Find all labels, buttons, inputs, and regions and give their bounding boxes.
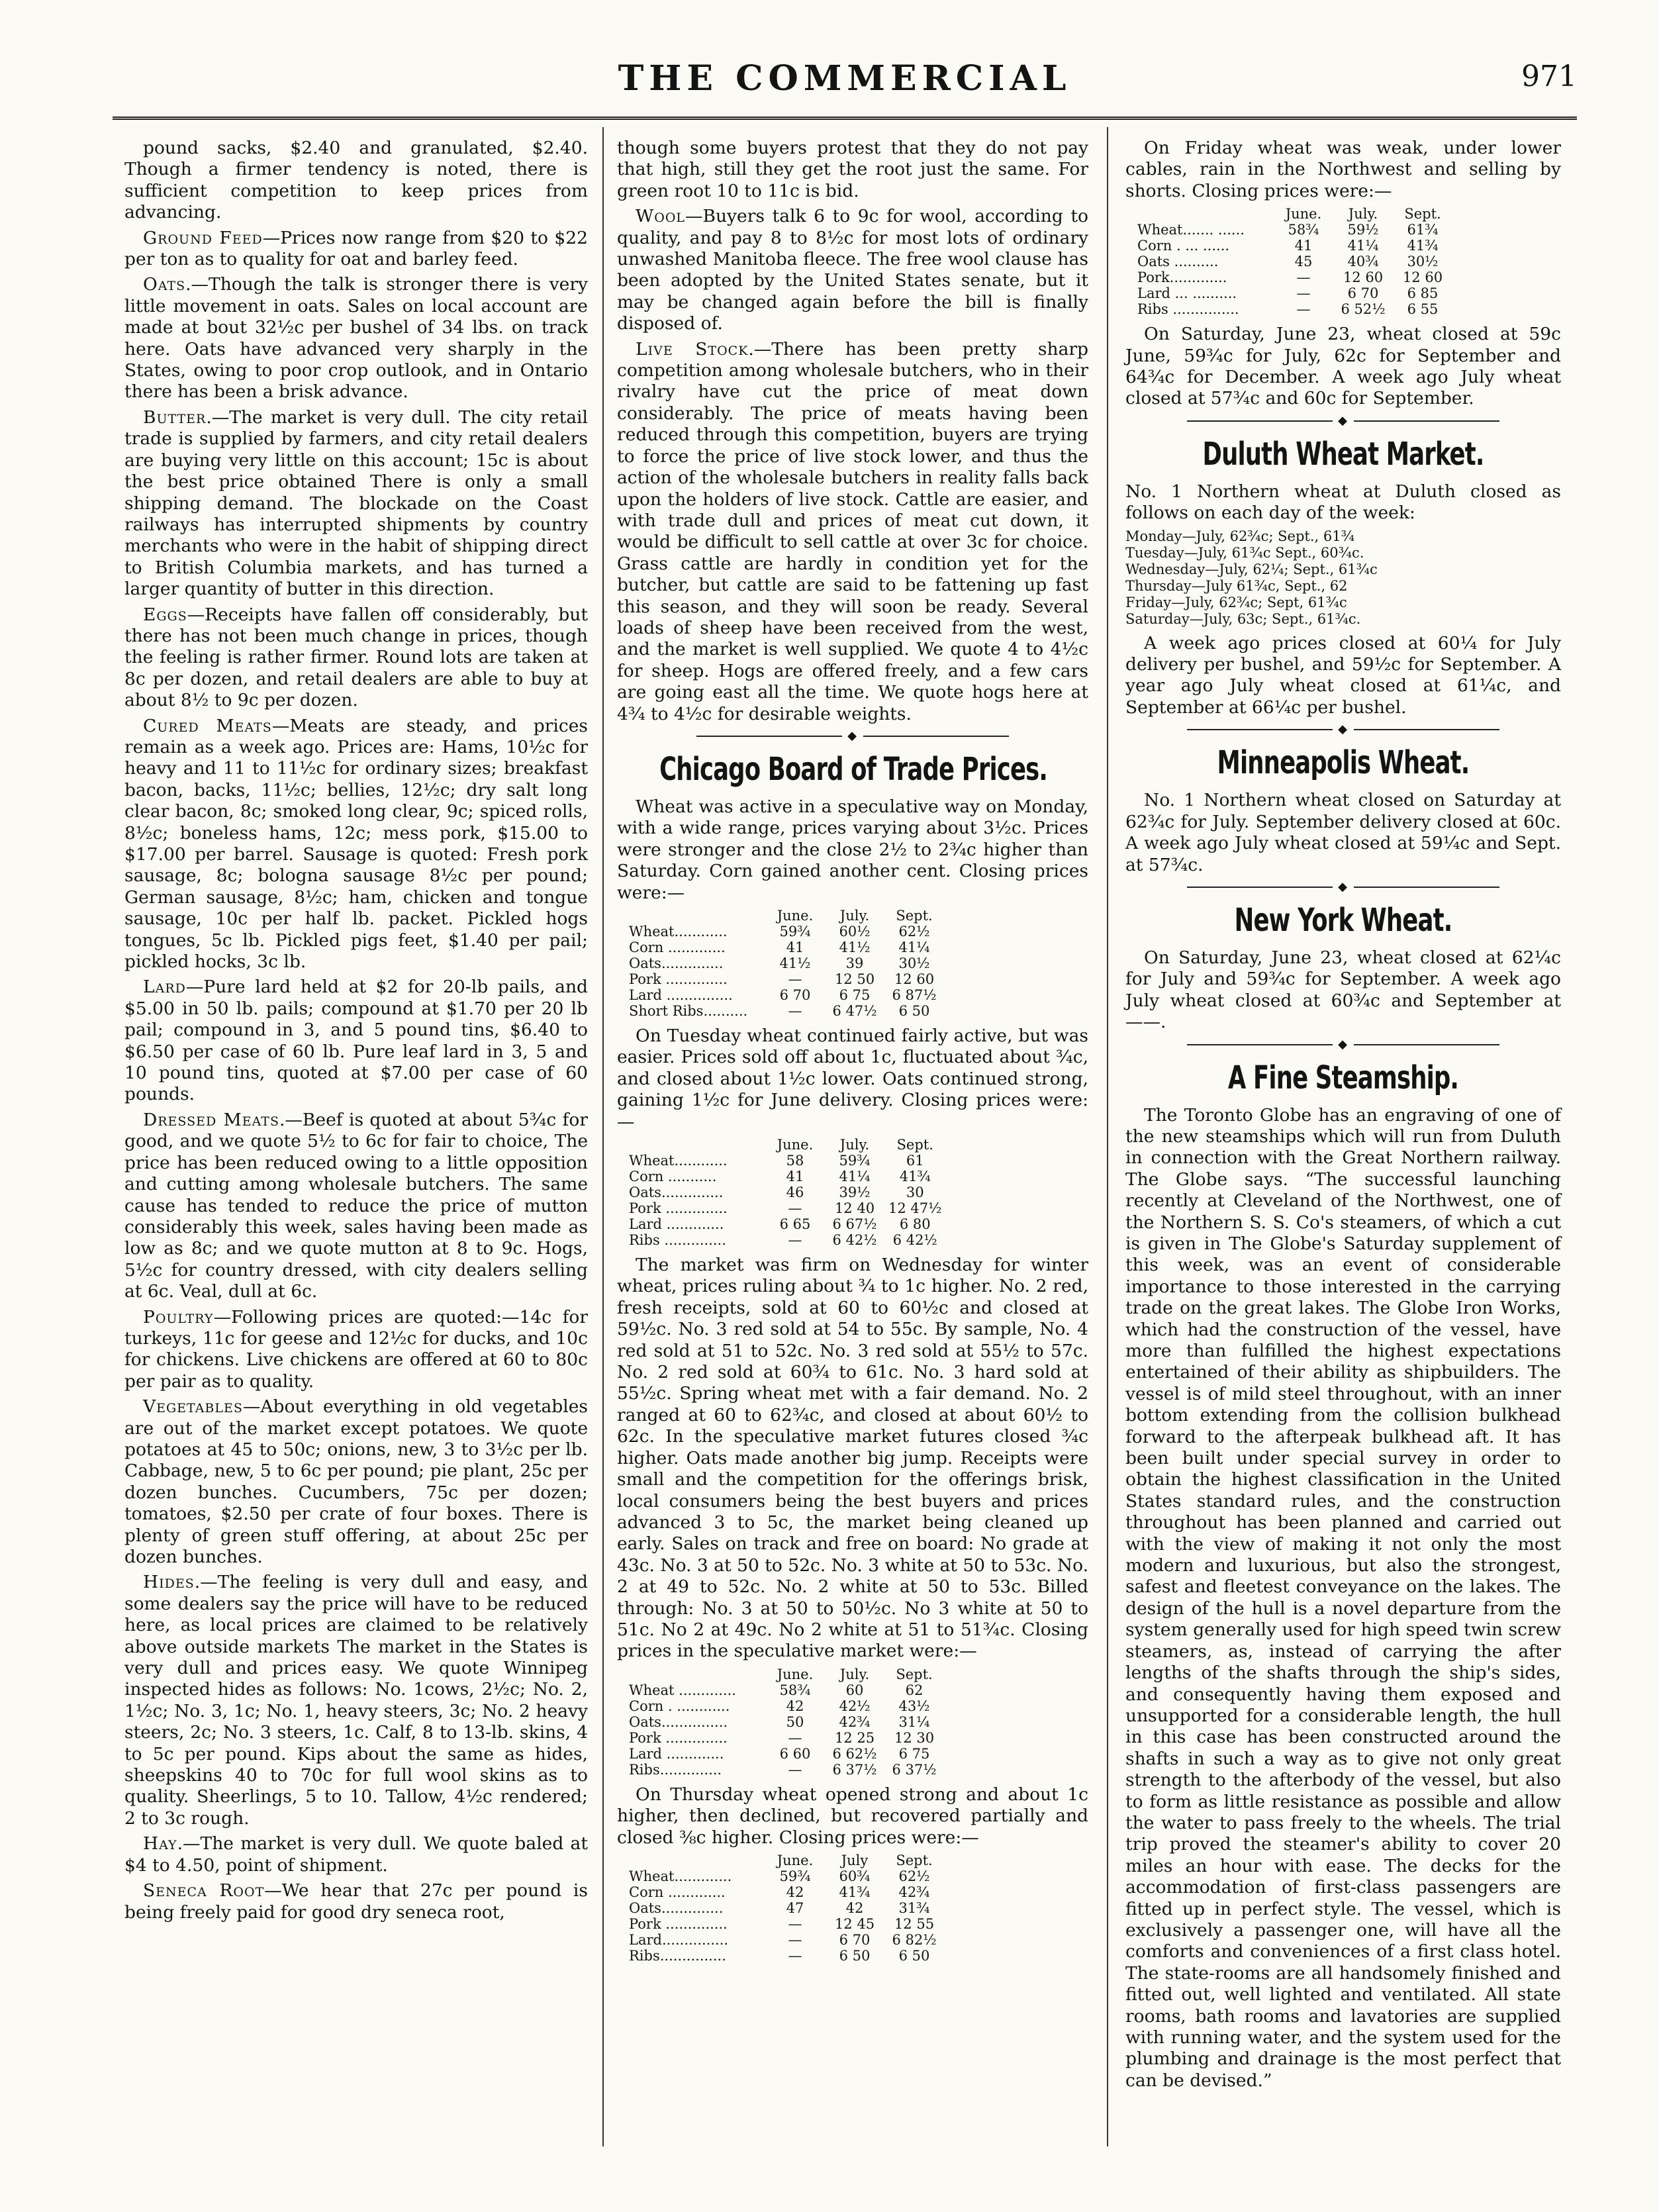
price-cell: 6 52½ [1341, 301, 1386, 318]
commodity-name: Corn . ... ...... [1137, 238, 1230, 254]
price-cell: 12 47½ [888, 1200, 942, 1217]
paragraph [124, 407, 588, 601]
price-cell: 6 75 [898, 1745, 930, 1762]
paragraph-lead: Butter [143, 407, 207, 428]
commodity-name: Lard............... [629, 1931, 729, 1948]
price-cell: 59½ [1347, 222, 1379, 238]
table-row [629, 1682, 948, 1698]
price-cell: 59¾ [839, 1153, 871, 1169]
price-cell: 61¾ [1407, 222, 1439, 238]
commodity-name: Pork .............. [629, 1729, 728, 1746]
duluth-daily-list [1125, 528, 1561, 628]
column-header: July. [839, 908, 870, 924]
paragraph [124, 1833, 588, 1876]
column-header: Sept. [896, 1137, 933, 1153]
price-cell: 41¼ [898, 939, 930, 955]
paragraph [124, 228, 588, 271]
paragraph [617, 339, 1088, 725]
price-cell: 6 87½ [892, 987, 937, 1003]
price-cell: 12 55 [894, 1915, 935, 1932]
paragraph-lead: Seneca Root [143, 1880, 265, 1901]
table-row [629, 1762, 948, 1778]
price-cell: 46 [786, 1184, 804, 1201]
column-header [629, 908, 769, 924]
price-cell: 41¼ [1347, 238, 1379, 254]
price-cell: 31¼ [898, 1713, 930, 1730]
column-header: June. [1285, 206, 1322, 222]
price-cell: 6 42½ [832, 1232, 877, 1249]
table-row [629, 1003, 948, 1019]
list-item: Thursday—July 61¾c, Sept., 62 [1125, 577, 1348, 594]
chicago-saturday: On Saturday, June 23, wheat closed at 59c June, 59¾c for July, 62c for September and 64¾c for December. A week ago July wheat closed at 57¾c and 60c for September. [1125, 324, 1561, 409]
price-cell: 6 85 [1407, 285, 1439, 302]
price-cell: 60 [845, 1682, 864, 1698]
price-cell: 50 [786, 1713, 804, 1730]
column-header: June. [777, 1666, 814, 1682]
table-row [629, 1948, 948, 1964]
price-table [629, 1666, 948, 1778]
paragraph-lead: Cured Meats [143, 715, 272, 736]
table-row [1137, 254, 1456, 269]
table-row [1137, 222, 1456, 238]
paragraph-lead: Ground Feed [143, 227, 263, 248]
table-row [1137, 238, 1456, 254]
commodity-name: Pork .............. [629, 1200, 728, 1217]
paragraph [617, 206, 1088, 334]
price-cell: 41½ [779, 955, 811, 971]
commodity-name: Oats.............. [629, 955, 724, 971]
commodity-name: Oats.............. [629, 1184, 724, 1201]
price-cell: 12 60 [1402, 269, 1443, 286]
duluth-intro: No. 1 Northern wheat at Duluth closed as follows on each day of the week: [1125, 481, 1561, 524]
paragraph-lead: Oats [143, 274, 186, 295]
price-cell: 6 82½ [892, 1931, 937, 1948]
paragraph-text: —Prices now range from $20 to $22 per ton as to quality for oat and barley feed. [124, 227, 588, 270]
paragraph-text: —About everything in old vegetables are out of the market except potatoes. We quote potatoes at 45 to 50c; onions, new, 3 to 3½c per lb. Cabbage, new, 5 to 6c per pound; pie plant, 25c per dozen bunches. Cucumbers, 75c per dozen; tomatoes, $2.50 per crate of four boxes. There is plenty of green stuff offering, at about 25c per dozen bunches. [124, 1396, 588, 1567]
table-row [629, 1153, 949, 1169]
column-header [629, 1666, 769, 1682]
price-cell: 42¾ [839, 1713, 871, 1730]
price-cell: 62½ [898, 924, 930, 939]
price-cell: — [788, 1003, 802, 1019]
price-cell: 6 50 [898, 1947, 930, 1964]
table-row [629, 1916, 948, 1932]
commodity-name: Short Ribs.......... [629, 1003, 748, 1019]
commodity-name: Lard ............. [629, 1745, 724, 1762]
price-cell: — [788, 1947, 802, 1964]
column-header: Sept. [1404, 206, 1441, 222]
commodity-name: Wheat ............. [629, 1682, 736, 1698]
price-cell: 12 60 [1343, 269, 1384, 286]
commodity-name: Ribs ............... [1137, 301, 1239, 318]
price-cell: 41 [1294, 238, 1313, 254]
paragraph-text: .—The feeling is very dull and easy, and some dealers say the price will have to be reduced here, as local prices are claimed to be relatively above outside markets The market in the States is very dull and prices easy. We quote Winnipeg inspected hides as follows: No. 1cows, 2½c; No. 2, 1½c; No. 3, 1c; No. 1, heavy steers, 3c; No. 2 heavy steers, 2c; No. 3 steers, 1c. Calf, 8 to 13-lb. skins, 4 to 5c per pound. Kips about the same as hides, sheepskins 40 to 70c for full wool skins as to quality. Sheerlings, 5 to 10. Tallow, 4½c rendered; 2 to 3c rough. [124, 1572, 588, 1829]
page-number: 971 [1521, 60, 1577, 93]
minneapolis-headline: Minneapolis Wheat. [1217, 744, 1470, 782]
price-cell: 59¾ [779, 924, 811, 939]
steamship-headline: A Fine Steamship. [1227, 1059, 1459, 1096]
paragraph [124, 1572, 588, 1829]
price-cell: 12 40 [834, 1200, 875, 1217]
price-cell: 6 70 [839, 1931, 871, 1948]
paragraph-lead: Lard [143, 977, 186, 998]
price-cell: 58¾ [779, 1682, 811, 1698]
paragraph-text: —Following prices are quoted:—14c for turkeys, 11c for geese and 12½c for ducks, and 10c for chickens. Live chickens are offered at 60 to 80c per pair as to quality. [124, 1306, 588, 1392]
price-cell: 62½ [898, 1868, 930, 1884]
header-rule [113, 117, 1577, 124]
price-cell: 12 50 [834, 971, 875, 987]
price-cell: — [788, 971, 802, 987]
table-row [629, 1932, 948, 1948]
commodity-name: Oats.............. [629, 1899, 724, 1916]
commodity-name: Oats............... [629, 1713, 728, 1730]
price-cell: 42 [786, 1884, 804, 1900]
price-cell: 42 [786, 1698, 804, 1714]
price-cell: 12 45 [834, 1915, 875, 1932]
paragraph-text: though some buyers protest that they do not pay that high, still they get the root just the same. For green root 10 to 11c is bid. [617, 138, 1088, 201]
column-header: July [841, 1852, 869, 1868]
paragraph [124, 1110, 588, 1303]
price-table [1137, 206, 1456, 317]
price-cell: 30½ [1407, 254, 1439, 270]
masthead-title: THE COMMERCIAL [618, 58, 1072, 99]
paragraph-lead: Live Stock [636, 338, 749, 360]
price-cell: 6 80 [899, 1216, 931, 1233]
commodity-name: Oats .......... [1137, 254, 1219, 270]
paragraph-text: —Pure lard held at $2 for 20-lb pails, and $5.00 in 50 lb. pails; compound at $1.70 per 20 lb pail; compound in 3, and 5 pound tins, $6.40 to $6.50 per case of 60 lb. Pure leaf lard in 3, 5 and 10 pound tins, quoted at $7.00 per case of 60 pounds. [124, 977, 588, 1105]
price-cell: 42½ [839, 1698, 871, 1714]
price-cell: 41½ [839, 939, 871, 955]
price-cell: 62 [905, 1682, 924, 1698]
price-cell: 30 [906, 1184, 924, 1201]
table-row [629, 1868, 948, 1884]
list-item: Tuesday—July, 61¾c Sept., 60¾c. [1125, 544, 1364, 561]
price-cell: 40¾ [1347, 254, 1379, 270]
chicago-friday: On Friday wheat was weak, under lower cables, rain in the Northwest and selling by shorts. Closing prices were:— [1125, 138, 1561, 201]
price-cell: — [788, 1729, 802, 1746]
price-cell: 31¾ [898, 1899, 930, 1916]
price-cell: 6 47½ [832, 1003, 877, 1019]
section-divider: ◆ [1125, 414, 1561, 428]
price-cell: 43½ [898, 1698, 930, 1714]
paragraph [124, 138, 588, 224]
commodity-name: Wheat....... ...... [1137, 222, 1245, 238]
table-row [629, 924, 948, 939]
list-item: Wednesday—July, 62¼; Sept., 61¾c [1125, 561, 1378, 577]
price-cell: — [788, 1761, 802, 1778]
table-row [629, 1232, 949, 1248]
column-3 [1125, 138, 1561, 2095]
paragraph-text: .—The market is very dull. We quote baled at $4 to 4.50, point of shipment. [124, 1833, 588, 1876]
column-header: July. [1348, 206, 1378, 222]
table-row [629, 939, 948, 955]
price-cell: 59¾ [779, 1868, 811, 1884]
paragraph-lead: Vegetables [143, 1396, 243, 1418]
table-row [629, 955, 948, 971]
column-header [1137, 206, 1278, 222]
price-cell: 47 [786, 1899, 804, 1916]
section-divider: ◆ [617, 729, 1088, 744]
price-cell: 30½ [898, 955, 930, 971]
column-header: July. [839, 1666, 870, 1682]
commodity-name: Pork .............. [629, 971, 728, 987]
price-cell: 41 [786, 1169, 804, 1185]
price-cell: 12 25 [834, 1729, 875, 1746]
column-divider [602, 127, 604, 2146]
commodity-name: Corn ........... [629, 1169, 717, 1185]
paragraph-text: —Meats are steady, and prices remain as a week ago. Prices are: Hams, 10½c for heavy and 11 to 11½c for ordinary sizes; breakfast bacon, backs, 11½c; bellies, 12½c; dry salt long clear bacon, 8c; smoked long clear, 9c; spiced rolls, 8½c; boneless hams, 12c; mess pork, $15.00 to $17.00 per barrel. Sausage is quoted: Fresh pork sausage, 8c; bologna sausage 8½c per pound; German sausage, 8½c; ham, chicken and tongue sausage, 10c per half lb. packet. Pickled hogs tongues, 5c lb. Pickled pigs feet, $1.40 per pail; pickled hocks, 3c lb. [124, 715, 588, 973]
price-cell: 58 [786, 1153, 804, 1169]
paragraph-text: .—There has been pretty sharp competition among wholesale butchers, who in their rivalry have cut the price of meat down considerably. The price of meats having been reduced through this competition, buyers are trying to force the price of live stock lower, and thus the action of the wholesale butchers in reality falls back upon the holders of live stock. Cattle are easier, and with trade dull and prices of meat cut down, it would be difficult to sell cattle at over 3c for choice. Grass cattle are hardly in condition yet for the butcher, but cattle are said to be fattening up fast this season, and they will soon be ready. Several loads of sheep have been received from the west, and the market is well supplied. We quote 4 to 4½c for sheep. Hogs are offered freely, and a few cars are going east all the time. We quote hogs here at 4¾ to 4½c for desirable weights. [617, 338, 1088, 724]
column-header [629, 1852, 769, 1868]
table-row [629, 1698, 948, 1714]
paragraph-lead: Wool [636, 206, 686, 227]
commodity-name: Wheat............. [629, 1868, 732, 1884]
price-cell: 41¾ [899, 1169, 931, 1185]
price-cell: — [788, 1232, 802, 1249]
price-cell: 41¾ [1407, 238, 1439, 254]
paragraph [124, 604, 588, 712]
duluth-headline: Duluth Wheat Market. [1202, 435, 1484, 473]
paragraph [124, 1880, 588, 1923]
chicago-intro: Wheat was active in a speculative way on Monday, with a wide range, prices varying about 3½c. Prices were stronger and the close 2½ to 2¾c higher than Saturday. Corn gained another cent. Closing prices were:— [617, 796, 1088, 903]
newyork-headline: New York Wheat. [1234, 901, 1452, 939]
price-cell: 6 75 [839, 987, 871, 1003]
commodity-name: Ribs.............. [629, 1761, 722, 1778]
commodity-name: Lard ............... [629, 987, 733, 1003]
price-cell: 41¼ [839, 1169, 871, 1185]
paragraph-text: —Receipts have fallen off considerably, but there has not been much change in prices, though the feeling is rather firmer. Round lots are taken at 8c per dozen, and retail dealers are able to buy at about 8½ to 9c per dozen. [124, 604, 588, 711]
chicago-wednesday: The market was firm on Wednesday for winter wheat, prices ruling about ¾ to 1c higher. No. 2 red, fresh receipts, sold at 60 to 60½c and closed at 59½c. No. 3 red sold at 54 to 55c. By sample, No. 4 red sold at 51 to 52c. No. 3 red sold at 55½ to 57c. No. 2 red sold at 60¾ to 61c. No. 3 hard sold at 55½c. Spring wheat met with a fair demand. No. 2 ranged at 60 to 62¾c, and closed at about 60½ to 62c. In the speculative market futures closed ¾c higher. Oats made another big jump. Receipts were small and the competition for the offerings brisk, local consumers being the best buyers and prices advanced 3 to 5c, the market being cleaned up early. Sales on track and free on board: No grade at 43c. No. 3 at 50 to 52c. No. 3 white at 50 to 53c. No. 2 at 49 to 52c. No. 2 white at 50 to 53c. Billed through: No. 3 at 50 to 50½c. No 3 white at 50 to 51c. No 2 at 49c. No 2 white at 51 to 51¾c. Closing prices in the speculative market were:— [617, 1255, 1089, 1662]
price-cell: — [1296, 269, 1311, 286]
price-cell: — [788, 1200, 802, 1217]
price-cell: 41¾ [839, 1884, 871, 1900]
column-header: Sept. [896, 1666, 933, 1682]
price-cell: — [1296, 301, 1311, 318]
price-cell: 39½ [839, 1184, 871, 1201]
table-row [629, 971, 948, 987]
commodity-name: Lard ............. [629, 1216, 724, 1233]
table-row [629, 1169, 949, 1184]
price-cell: — [788, 1931, 802, 1948]
price-cell: 61 [906, 1153, 924, 1169]
price-cell: 6 67½ [832, 1216, 877, 1233]
paragraph-lead: Dressed Meats [143, 1109, 279, 1130]
price-cell: 6 70 [779, 987, 811, 1003]
price-cell: 12 30 [894, 1729, 935, 1746]
paragraph-text: —Buyers talk 6 to 9c for wool, according to quality, and pay 8 to 8½c for most lots of ordinary unwashed Manitoba fleece. The free wool clause has been adopted by the United States senate, but it may be changed again before the bill is finally disposed of. [617, 206, 1088, 334]
table-row [629, 1216, 949, 1232]
section-divider: ◆ [1125, 880, 1561, 894]
paragraph-text: .—Though the talk is stronger there is very little movement in oats. Sales on local account are made at bout 32½c per bushel of 34 lbs. on track here. Oats have advanced very sharply in the States, owing to poor crop outlook, and in Ontario there has been a brisk advance. [124, 274, 588, 403]
paragraph-lead: Poultry [143, 1306, 214, 1327]
column-2 [617, 138, 1088, 1970]
price-table [629, 1137, 949, 1248]
table-row [1137, 269, 1456, 285]
list-item: Monday—July, 62¾c; Sept., 61¾ [1125, 528, 1354, 544]
price-cell: — [1296, 285, 1311, 302]
commodity-name: Corn ............. [629, 1884, 726, 1900]
commodity-name: Corn ............. [629, 939, 726, 955]
price-cell: 60¾ [839, 1868, 871, 1884]
paragraph-lead: Eggs [143, 604, 187, 625]
table-row [629, 1730, 948, 1746]
section-divider: ◆ [1125, 722, 1561, 737]
minneapolis-text: No. 1 Northern wheat closed on Saturday at 62¾c for July. September delivery closed at 60c. A week ago July wheat closed at 59¼c and Sept. at 57¾c. [1125, 790, 1561, 875]
price-cell: 6 70 [1347, 285, 1379, 302]
table-row [629, 1900, 948, 1916]
price-cell: 39 [845, 955, 864, 971]
price-cell: 6 42½ [892, 1232, 937, 1249]
commodity-name: Pork .............. [629, 1915, 728, 1932]
section-divider: ◆ [1125, 1037, 1561, 1052]
table-row [1137, 285, 1456, 301]
table-row [629, 987, 948, 1003]
page-header [113, 52, 1577, 103]
chicago-tuesday: On Tuesday wheat continued fairly active, but was easier. Prices sold off about 1c, fluctuated about ¾c, and closed about 1½c lower. Oats continued strong, gaining 1½c for June delivery. Closing prices were:— [617, 1026, 1088, 1132]
table-row [629, 1884, 948, 1900]
price-cell: 60½ [839, 924, 871, 939]
price-table [629, 908, 948, 1019]
commodity-name: Lard ... .......... [1137, 285, 1237, 302]
price-cell: 6 60 [779, 1745, 811, 1762]
paragraph-lead: Hay [143, 1833, 177, 1854]
table-row [629, 1746, 948, 1762]
column-1 [124, 138, 588, 1927]
table-row [1137, 301, 1456, 317]
price-table [629, 1852, 948, 1964]
price-cell: 58¾ [1288, 222, 1319, 238]
price-cell: 42 [845, 1899, 864, 1916]
paragraph [617, 138, 1088, 202]
steamship-text: The Toronto Globe has an engraving of one of the new steamships which will run from Duluth in connection with the Great Northern railway. The Globe says. “The successful launching recently at Cleveland of the Northwest, one of the Northern S. S. Co's steamers, of which a cut is given in The Globe's Saturday supplement of this week, was an event of considerable importance to those interested in the carrying trade on the great lakes. The Globe Iron Works, which had the construction of the vessel, have more than fulfilled the highest expectations entertained of their ability as shipbuilders. The vessel is of mild steel throughout, with an inner bottom extending from the collision bulkhead forward to the afterpeak bulkhead aft. It has been built under special survey in order to obtain the highest classification in the United States standard rules, and the construction throughout has been planned and carried out with the view of making it not only the most modern and luxurious, but also the strongest, safest and fleetest conveyance on the lakes. The design of the hull is a novel departure from the system generally used for high speed twin screw steamers, as, instead of carrying the after lengths of the shafts through the ship's sides, and consequently having them exposed and unsupported for a considerable length, the hull in this case has been constructed around the shafts in such a way as to give not only great strength to the afterbody of the vessel, but also to form as little resistance as possible and allow the water to pass freely to the wheels. The trial trip proved the steamer's ability to cover 20 miles an hour with ease. The decks for the accommodation of first-class passengers are fitted up in perfect style. The vessel, which is exclusively a passenger one, will have all the comforts and conveniences of a first class hotel. The state-rooms are all handsomely finished and fitted out, well lighted and ventilated. All state rooms, bath rooms and lavatories are supplied with running water, and the system used for the plumbing and drainage is the most perfect that can be devised.” [1125, 1104, 1561, 2091]
price-cell: 6 37½ [832, 1761, 877, 1778]
price-cell: — [788, 1915, 802, 1932]
price-cell: 12 60 [894, 971, 935, 987]
chicago-thursday: On Thursday wheat opened strong and about 1c higher, then declined, but recovered partially and closed ⅜c higher. Closing prices were:— [617, 1784, 1088, 1848]
paragraph-text: pound sacks, $2.40 and granulated, $2.40. Though a firmer tendency is noted, there is sufficient competition to keep prices from advancing. [124, 138, 588, 223]
table-row [629, 1714, 948, 1730]
price-cell: 6 50 [898, 1003, 930, 1019]
price-cell: 6 55 [1407, 301, 1439, 318]
price-cell: 6 50 [839, 1947, 871, 1964]
column-header: Sept. [896, 908, 933, 924]
price-cell: 6 37½ [892, 1761, 937, 1778]
price-cell: 45 [1294, 254, 1313, 270]
paragraph [124, 274, 588, 403]
paragraph-text: .—Beef is quoted at about 5¾c for good, and we quote 5½ to 6c for fair to choice, The price has been reduced owing to a little opposition and cutting among wholesale butchers. The same cause has tended to reduce the price of mutton considerably this week, sales having been made as low as 8c; and we quote mutton at 8 to 9c. Hogs, 5½c for country dressed, with city dealers selling at 6c. Veal, dull at 6c. [124, 1109, 588, 1302]
commodity-name: Ribs............... [629, 1947, 726, 1964]
commodity-name: Ribs .............. [629, 1232, 726, 1249]
paragraph [124, 716, 588, 973]
commodity-name: Wheat............ [629, 924, 728, 939]
column-divider [1107, 127, 1108, 2146]
commodity-name: Corn . ............ [629, 1698, 730, 1714]
price-cell: 6 65 [779, 1216, 811, 1233]
paragraph [124, 1307, 588, 1393]
table-row [629, 1184, 949, 1200]
commodity-name: Pork............. [1137, 269, 1227, 286]
newyork-text: On Saturday, June 23, wheat closed at 62¼c for July and 59¾c for September. A week ago July wheat closed at 60¾c and September at ——. [1125, 947, 1561, 1033]
paragraph-text: —We hear that 27c per pound is being freely paid for good dry seneca root, [124, 1880, 588, 1923]
price-cell: 42¾ [898, 1884, 930, 1900]
column-header: Sept. [896, 1852, 933, 1868]
duluth-outro: A week ago prices closed at 60¼ for July delivery per bushel, and 59½c for September. A year ago July wheat closed at 61¼c, and September at 66¼c per bushel. [1125, 632, 1561, 718]
paragraph [124, 1396, 588, 1568]
column-header: June. [777, 1852, 814, 1868]
list-item: Friday—July, 62¾c; Sept, 61¾c [1125, 594, 1347, 610]
price-cell: 6 62½ [832, 1745, 877, 1762]
paragraph [124, 977, 588, 1105]
column-header: June. [777, 1137, 814, 1153]
column-header: July. [839, 1137, 870, 1153]
price-cell: 41 [786, 939, 804, 955]
chicago-headline: Chicago Board of Trade Prices. [659, 750, 1048, 788]
list-item: Saturday—July, 63c; Sept., 61¾c. [1125, 610, 1361, 627]
table-row [629, 1200, 949, 1216]
paragraph-text: .—The market is very dull. The city retail trade is supplied by farmers, and city retail dealers are buying very little on this account; 15c is about the best price obtained There is only a small shipping demand. The blockade on the Coast railways has interrupted shipments by country merchants who were in the habit of shipping direct to British Columbia markets, and has turned a larger quantity of butter in this direction. [124, 407, 588, 600]
column-header [629, 1137, 769, 1153]
market-reports-continued [617, 138, 1088, 725]
commodity-name: Wheat............ [629, 1153, 728, 1169]
paragraph-lead: Hides [143, 1572, 195, 1593]
column-header: June. [777, 908, 814, 924]
